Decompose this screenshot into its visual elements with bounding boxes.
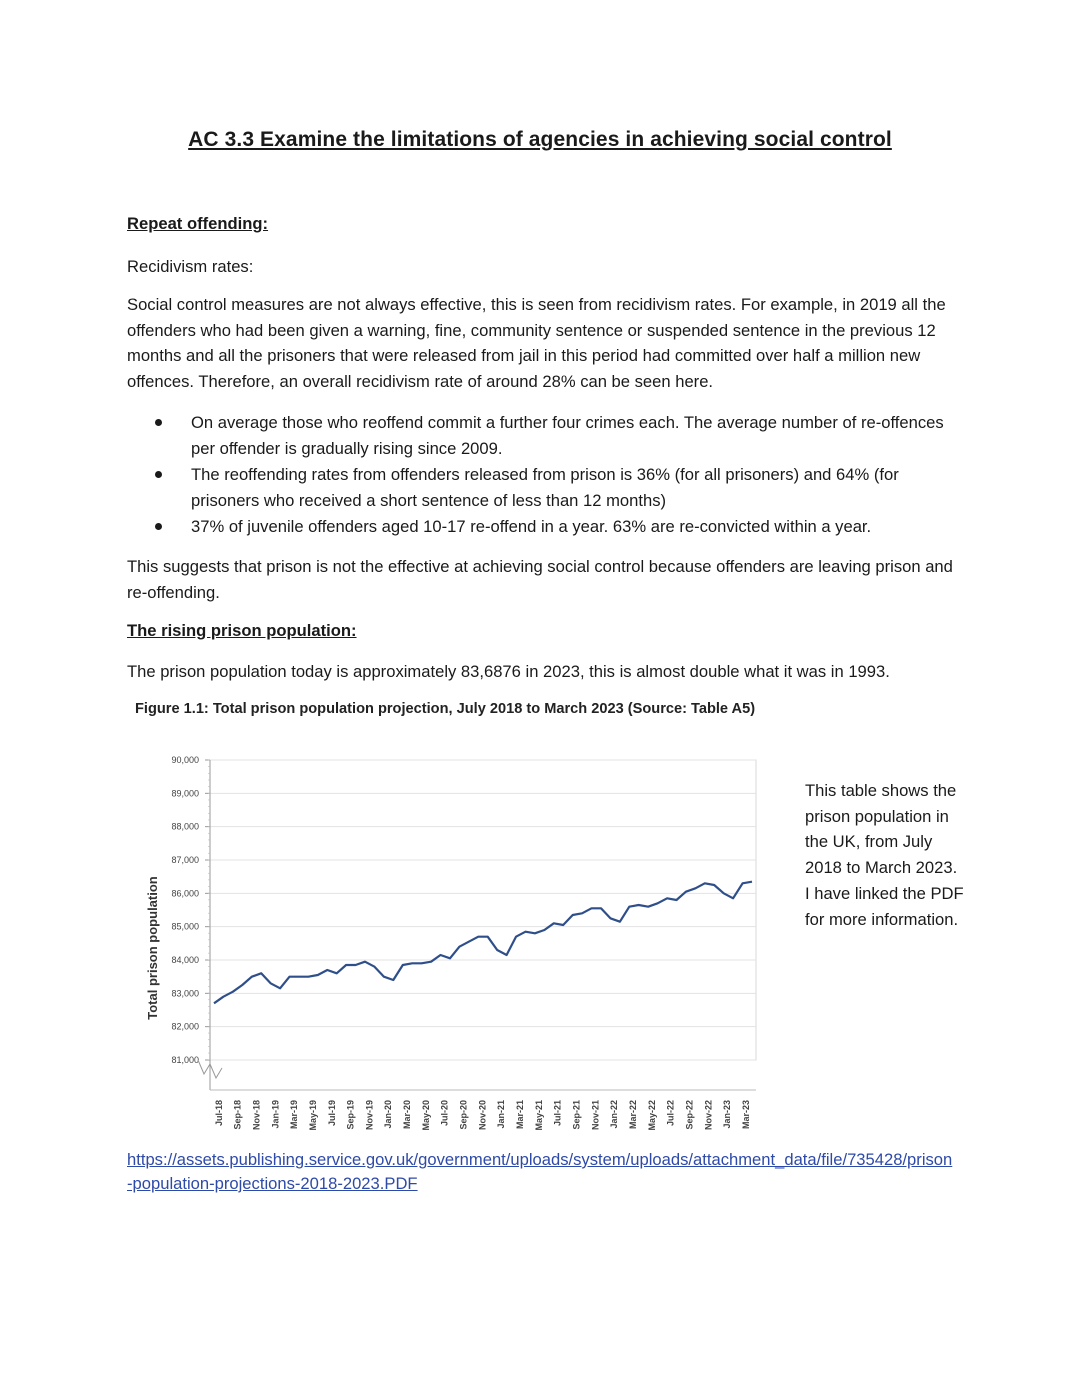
x-tick-label: Nov-22 (703, 1100, 714, 1131)
x-tick-label: Jul-19 (326, 1100, 337, 1127)
series-line (214, 882, 752, 1004)
y-tick-label: 84,000 (171, 955, 199, 965)
x-tick-label: Jul-21 (552, 1100, 563, 1127)
y-tick-label: 81,000 (171, 1055, 199, 1065)
section-heading-prison-population: The rising prison population: (127, 621, 357, 640)
x-tick-label: Jan-20 (383, 1100, 394, 1129)
x-tick-label: Mar-21 (515, 1100, 526, 1130)
x-tick-label: May-21 (533, 1100, 544, 1131)
bullet-dot (155, 471, 162, 478)
x-tick-label: Nov-18 (251, 1100, 262, 1131)
section-heading-repeat-offending: Repeat offending: (127, 214, 269, 233)
x-tick-label: Mar-20 (402, 1100, 413, 1130)
x-tick-label: Nov-21 (590, 1100, 601, 1131)
y-tick-label: 87,000 (171, 855, 199, 865)
chart-side-note: This table shows the prison population in the UK, from July 2018 to March 2023. I have linked the PDF for more information. (805, 781, 964, 929)
y-tick-label: 83,000 (171, 988, 199, 999)
x-tick-label: May-20 (420, 1100, 431, 1131)
bullet-item: On average those who reoffend commit a further four crimes each. The average number of re-offences per offender is gradually rising since 2009. (150, 410, 960, 462)
x-tick-label: Sep-18 (232, 1100, 243, 1130)
x-tick-label: May-19 (307, 1100, 318, 1131)
x-tick-label: May-22 (646, 1100, 657, 1131)
x-tick-label: Sep-21 (571, 1100, 582, 1130)
x-tick-label: Nov-20 (477, 1100, 488, 1131)
x-tick-label: Mar-23 (740, 1100, 751, 1130)
recidivism-paragraph: Social control measures are not always effective, this is seen from recidivism rates. For example, in 2019 all the offenders who had been given a warning, fine, community sentence or suspended sentence in the previous 12 months and all the prisoners that were released from jail in this period had committed over half a million new offences. Therefore, an overall recidivism rate of around 28% can be seen here. (127, 295, 946, 391)
x-tick-label: Jan-19 (270, 1100, 281, 1129)
y-tick-label: 90,000 (171, 755, 199, 765)
x-tick-label: Sep-22 (684, 1100, 695, 1130)
page-title: AC 3.3 Examine the limitations of agencies in achieving social control (188, 128, 892, 151)
y-tick-label: 89,000 (171, 788, 199, 799)
subheading-recidivism-rates: Recidivism rates: (127, 257, 254, 276)
y-axis-label: Total prison population (145, 876, 160, 1020)
y-tick-label: 85,000 (171, 921, 199, 932)
x-tick-label: Mar-22 (627, 1100, 638, 1130)
y-tick-label: 86,000 (171, 888, 199, 899)
x-tick-label: Mar-19 (289, 1100, 300, 1130)
x-tick-label: Jul-20 (439, 1100, 450, 1127)
y-tick-label: 82,000 (171, 1021, 199, 1032)
bullet-item: The reoffending rates from offenders released from prison is 36% (for all prisoners) and 64% (for prisoners who received a short sentence of less than 12 months) (150, 462, 960, 514)
plot-area (210, 760, 756, 1060)
bullet-dot (155, 523, 162, 530)
prison-population-paragraph: The prison population today is approximately 83,6876 in 2023, this is almost double what it was in 1993. (127, 662, 890, 681)
x-tick-label: Sep-20 (458, 1100, 469, 1130)
bullet-item: 37% of juvenile offenders aged 10-17 re-offend in a year. 63% are re-convicted within a year. (150, 514, 960, 540)
conclusion-paragraph: This suggests that prison is not the effective at achieving social control because offenders are leaving prison and re-offending. (127, 557, 953, 602)
x-tick-label: Jan-21 (496, 1100, 507, 1129)
source-pdf-link[interactable]: https://assets.publishing.service.gov.uk/government/uploads/system/uploads/attachment_data/file/735428/prison-population-projections-2018-2023.PDF (127, 1150, 953, 1193)
x-tick-label: Jul-18 (213, 1100, 224, 1127)
x-tick-label: Jan-22 (609, 1100, 620, 1129)
figure-caption: Figure 1.1: Total prison population projection, July 2018 to March 2023 (Source: Table A5) (135, 701, 756, 717)
recidivism-bullet-list (150, 410, 960, 540)
x-tick-label: Jan-23 (722, 1100, 733, 1129)
x-tick-label: Sep-19 (345, 1100, 356, 1130)
bullet-dot (155, 419, 162, 426)
y-tick-label: 88,000 (171, 821, 199, 832)
x-tick-label: Jul-22 (665, 1100, 676, 1127)
x-tick-label: Nov-19 (364, 1100, 375, 1131)
prison-population-chart (130, 748, 770, 1138)
